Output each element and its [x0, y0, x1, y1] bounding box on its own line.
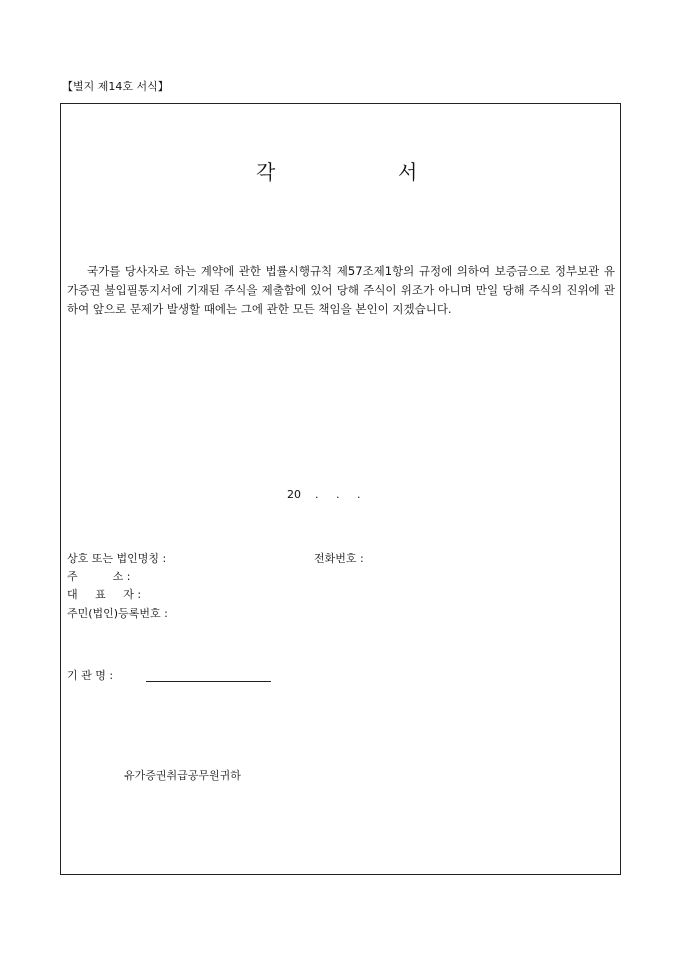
addressee-line: 유가증권취급공무원귀하	[124, 769, 241, 782]
document-frame	[60, 103, 621, 875]
title-char-2: 서	[398, 160, 418, 184]
registration-number-field: 주민(법인)등록번호 :	[67, 607, 168, 620]
representative-field: 대 표 자 :	[67, 588, 142, 601]
address-field: 주 소 :	[67, 570, 131, 583]
phone-number-field: 전화번호 :	[314, 552, 364, 565]
agency-name-blank-line	[146, 681, 271, 682]
pledge-body-text: 국가를 당사자로 하는 계약에 관한 법률시행규칙 제57조제1항의 규정에 의하여 보증금으로 정부보관 유가증권 불입필통지서에 기재된 주식을 제출함에 있어 당해 주식이 위조가 아니며 만일 당해 주식의 진위에 관하여 앞으로 문제가 발생할 때에는 그에 관한 모든 책임을 본인이 지겠습니다.	[67, 264, 615, 316]
agency-name-label: 기 관 명 :	[67, 669, 114, 682]
form-number-label: 【별지 제14호 서식】	[62, 80, 169, 93]
title-char-1: 각	[256, 160, 276, 184]
company-name-field: 상호 또는 법인명칭 :	[67, 552, 167, 565]
date-line: 20 . . .	[287, 488, 361, 501]
